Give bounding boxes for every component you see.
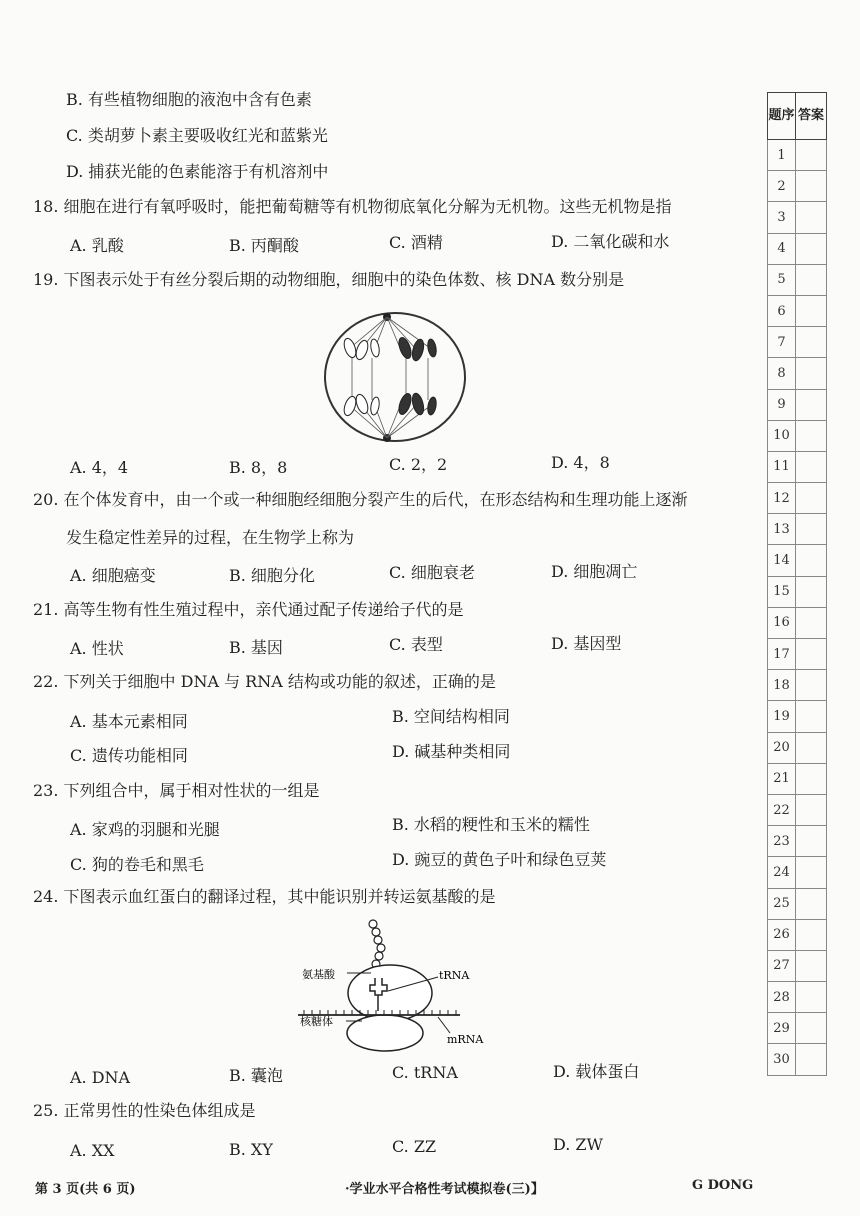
answer-cell[interactable] [796,639,827,670]
question-number-cell: 19 [768,701,796,732]
question-number-cell: 4 [768,233,796,264]
q18-option-b: B. 丙酮酸 [229,236,299,255]
q20-option-c: C. 细胞衰老 [389,563,475,582]
question-number-cell: 22 [768,794,796,825]
answer-cell[interactable] [796,389,827,420]
answer-grid-row [768,701,827,732]
question-number-cell: 9 [768,389,796,420]
q21-option-d: D. 基因型 [551,634,622,653]
question-number-cell: 23 [768,826,796,857]
q17-option-d: D. 捕获光能的色素能溶于有机溶剂中 [66,162,329,181]
answer-grid-row [768,950,827,981]
answer-cell[interactable] [796,857,827,888]
answer-cell[interactable] [796,514,827,545]
q19-option-a: A. 4，4 [70,458,129,477]
q25-option-a: A. XX [70,1141,115,1160]
q18-option-d: D. 二氧化碳和水 [551,232,670,251]
answer-cell[interactable] [796,950,827,981]
answer-cell[interactable] [796,982,827,1013]
answer-grid-row [768,1013,827,1044]
question-number-cell: 14 [768,545,796,576]
exam-title: ·学业水平合格性考试模拟卷(三)】 [345,1182,544,1197]
q19-option-c: C. 2，2 [389,455,448,474]
q21-option-c: C. 表型 [389,635,443,654]
answer-grid-row [768,607,827,638]
answer-cell[interactable] [796,545,827,576]
answer-cell[interactable] [796,483,827,514]
question-number-cell: 12 [768,483,796,514]
question-number-cell: 6 [768,295,796,326]
question-number-cell: 20 [768,732,796,763]
q20-option-d: D. 细胞凋亡 [551,562,638,581]
q24-option-a: A. DNA [70,1068,131,1087]
question-20-continued: 发生稳定性差异的过程，在生物学上称为 [66,528,355,547]
answer-cell[interactable] [796,888,827,919]
answer-cell[interactable] [796,233,827,264]
answer-grid-row [768,451,827,482]
answer-cell[interactable] [796,264,827,295]
q22-option-b: B. 空间结构相同 [392,707,510,726]
answer-cell[interactable] [796,826,827,857]
answer-grid-row [768,857,827,888]
answer-cell[interactable] [796,171,827,202]
answer-grid-row [768,794,827,825]
page-number: 第 3 页(共 6 页) [35,1182,136,1197]
question-number-cell: 28 [768,982,796,1013]
q17-option-c: C. 类胡萝卜素主要吸收红光和蓝紫光 [66,126,328,145]
answer-grid-row [768,327,827,358]
q17-option-b: B. 有些植物细胞的液泡中含有色素 [66,90,312,109]
answer-grid-row [768,1044,827,1075]
q25-option-b: B. XY [229,1140,273,1159]
question-23: 23. 下列组合中，属于相对性状的一组是 [33,781,320,800]
ribosome-label: 核糖体 [300,1015,333,1028]
question-number-cell: 26 [768,919,796,950]
q23-option-a: A. 家鸡的羽腿和光腿 [70,820,220,839]
question-number-cell: 7 [768,327,796,358]
q18-option-a: A. 乳酸 [70,236,124,255]
q18-option-c: C. 酒精 [389,233,443,252]
answer-cell[interactable] [796,420,827,451]
question-number-cell: 16 [768,607,796,638]
answer-grid-row [768,919,827,950]
question-number-cell: 21 [768,763,796,794]
q25-option-c: C. ZZ [392,1137,437,1156]
answer-grid-row [768,233,827,264]
q24-option-d: D. 载体蛋白 [553,1062,640,1081]
answer-grid-row [768,982,827,1013]
answer-grid-row [768,639,827,670]
question-number-cell: 11 [768,451,796,482]
q25-option-d: D. ZW [553,1135,603,1154]
answer-cell[interactable] [796,919,827,950]
question-number-cell: 3 [768,202,796,233]
answer-cell[interactable] [796,327,827,358]
q24-option-c: C. tRNA [392,1063,458,1082]
question-18: 18. 细胞在进行有氧呼吸时，能把葡萄糖等有机物彻底氧化分解为无机物。这些无机物是指 [33,197,672,216]
question-number-cell: 18 [768,670,796,701]
translation-diagram [290,915,520,1055]
answer-cell[interactable] [796,295,827,326]
answer-cell[interactable] [796,1013,827,1044]
grid-header-number: 题序 [768,93,796,140]
question-number-cell: 29 [768,1013,796,1044]
question-number-cell: 17 [768,639,796,670]
answer-grid-row [768,140,827,171]
answer-grid-row [768,295,827,326]
answer-cell[interactable] [796,670,827,701]
answer-cell[interactable] [796,140,827,171]
q23-option-c: C. 狗的卷毛和黑毛 [70,855,204,874]
q20-option-a: A. 细胞癌变 [70,566,156,585]
q23-option-b: B. 水稻的粳性和玉米的糯性 [392,815,590,834]
answer-cell[interactable] [796,701,827,732]
question-number-cell: 27 [768,950,796,981]
brand-label: G DONG [692,1178,754,1193]
mrna-label: mRNA [447,1033,484,1046]
question-25: 25. 正常男性的性染色体组成是 [33,1101,256,1120]
answer-cell[interactable] [796,1044,827,1075]
answer-grid-row [768,545,827,576]
answer-cell[interactable] [796,358,827,389]
question-number-cell: 8 [768,358,796,389]
question-number-cell: 25 [768,888,796,919]
answer-grid-row [768,576,827,607]
answer-grid [767,92,827,1076]
q24-option-b: B. 囊泡 [229,1066,283,1085]
q22-option-d: D. 碱基种类相同 [392,742,511,761]
answer-grid-row [768,763,827,794]
answer-grid-row [768,826,827,857]
q21-option-a: A. 性状 [70,639,124,658]
grid-header-answer: 答案 [796,93,827,140]
answer-cell[interactable] [796,732,827,763]
question-19: 19. 下图表示处于有丝分裂后期的动物细胞，细胞中的染色体数、核 DNA 数分别是 [33,270,625,289]
answer-cell[interactable] [796,451,827,482]
question-number-cell: 10 [768,420,796,451]
q23-option-d: D. 豌豆的黄色子叶和绿色豆荚 [392,850,607,869]
trna-label: tRNA [439,969,470,982]
question-22: 22. 下列关于细胞中 DNA 与 RNA 结构或功能的叙述，正确的是 [33,672,496,691]
cell-division-diagram [320,308,470,446]
q19-option-b: B. 8，8 [229,458,288,477]
question-number-cell: 2 [768,171,796,202]
q22-option-a: A. 基本元素相同 [70,712,188,731]
amino-acid-label: 氨基酸 [302,968,335,981]
answer-cell[interactable] [796,607,827,638]
q22-option-c: C. 遗传功能相同 [70,746,188,765]
question-number-cell: 5 [768,264,796,295]
question-20: 20. 在个体发育中，由一个或一种细胞经细胞分裂产生的后代，在形态结构和生理功能上逐渐 [33,490,688,509]
answer-grid-row [768,171,827,202]
answer-grid-row [768,732,827,763]
answer-grid-row [768,514,827,545]
answer-grid-row [768,202,827,233]
answer-cell[interactable] [796,202,827,233]
question-number-cell: 30 [768,1044,796,1075]
question-number-cell: 15 [768,576,796,607]
answer-grid-row [768,264,827,295]
answer-cell[interactable] [796,576,827,607]
answer-cell[interactable] [796,794,827,825]
q19-option-d: D. 4，8 [551,453,610,472]
question-number-cell: 13 [768,514,796,545]
answer-grid-row [768,358,827,389]
answer-grid-row [768,483,827,514]
answer-cell[interactable] [796,763,827,794]
q20-option-b: B. 细胞分化 [229,566,315,585]
answer-grid-row [768,420,827,451]
q21-option-b: B. 基因 [229,638,283,657]
question-24: 24. 下图表示血红蛋白的翻译过程，其中能识别并转运氨基酸的是 [33,887,496,906]
question-number-cell: 1 [768,140,796,171]
answer-grid-row [768,389,827,420]
question-number-cell: 24 [768,857,796,888]
answer-grid-row [768,670,827,701]
answer-grid-row [768,888,827,919]
question-21: 21. 高等生物有性生殖过程中，亲代通过配子传递给子代的是 [33,600,464,619]
